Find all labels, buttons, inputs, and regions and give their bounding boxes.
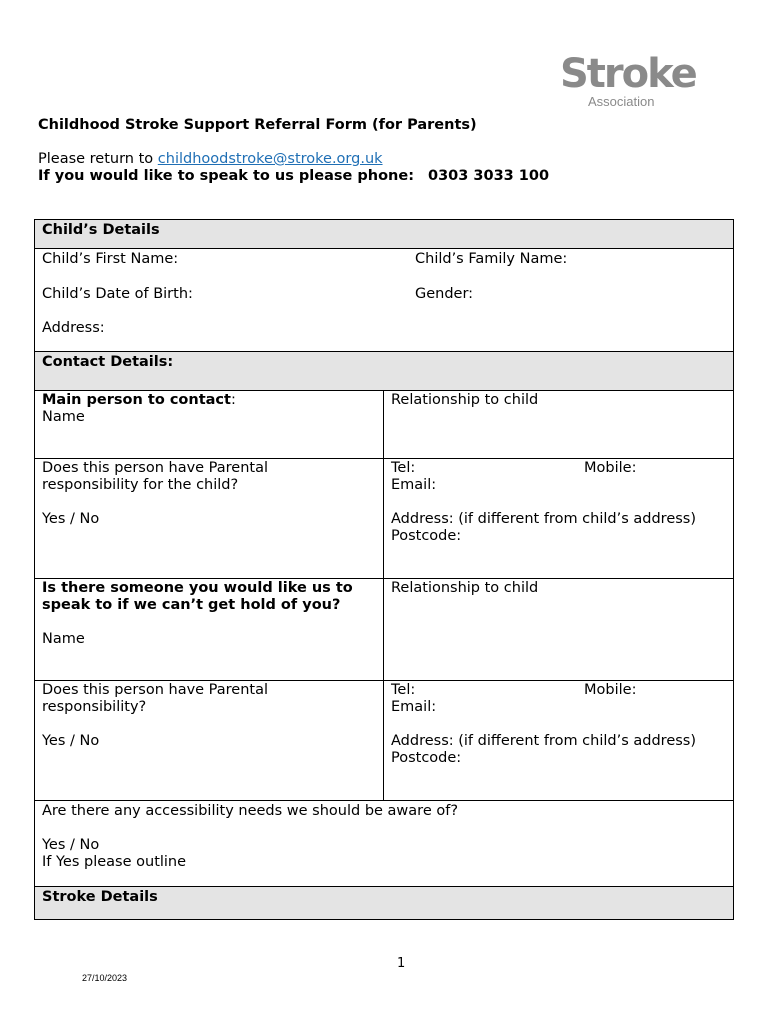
stroke-association-logo <box>560 52 720 112</box>
dob-field[interactable]: Child’s Date of Birth: <box>42 286 193 302</box>
parental-responsibility-row-2 <box>35 680 733 800</box>
relationship-label: Relationship to child <box>391 580 539 596</box>
return-prefix: Please return to <box>38 151 158 167</box>
childs-details-header-row <box>35 220 733 248</box>
postcode-label: Postcode: <box>391 750 462 766</box>
main-person-relationship-cell[interactable] <box>384 391 733 458</box>
alternate-relationship-cell[interactable] <box>384 579 733 680</box>
contact-details-header-row <box>35 351 733 390</box>
form-title: Childhood Stroke Support Referral Form (for Parents) <box>38 117 477 133</box>
page-number: 1 <box>397 956 406 971</box>
family-name-field[interactable]: Child’s Family Name: <box>415 251 568 267</box>
alternate-name-label: Name <box>42 631 85 647</box>
referral-form-table <box>34 219 734 920</box>
phone-label: If you would like to speak to us please phone: <box>38 168 414 184</box>
address-diff-label: Address: (if different from child’s address) <box>391 511 697 527</box>
main-person-label: Main person to contact <box>42 392 231 408</box>
main-person-row <box>35 390 733 458</box>
contact-info-cell-2[interactable] <box>384 681 733 800</box>
logo-subtitle: Association <box>588 94 655 109</box>
accessibility-row <box>35 800 733 886</box>
childs-details-row <box>35 248 733 351</box>
main-person-name-label: Name <box>42 409 85 425</box>
main-person-cell[interactable]: Main person to contact: Name <box>35 391 384 458</box>
mobile-label: Mobile: <box>584 460 637 476</box>
stroke-details-heading: Stroke Details <box>42 889 158 905</box>
parental-responsibility-cell-1[interactable]: Does this person have Parental responsibility for the child? Yes / No <box>35 459 384 578</box>
email-label: Email: <box>391 699 437 715</box>
yes-no-option[interactable]: Yes / No <box>42 733 100 749</box>
address-diff-label: Address: (if different from child’s address) <box>391 733 697 749</box>
email-link[interactable]: childhoodstroke@stroke.org.uk <box>157 151 383 167</box>
return-instructions <box>38 151 383 168</box>
relationship-label: Relationship to child <box>391 392 539 408</box>
postcode-label: Postcode: <box>391 528 462 544</box>
tel-label: Tel: <box>391 460 416 476</box>
childs-details-heading: Child’s Details <box>42 222 160 238</box>
parental-responsibility-row-1 <box>35 458 733 578</box>
phone-line <box>38 168 549 185</box>
contact-info-cell-1[interactable] <box>384 459 733 578</box>
alternate-contact-row <box>35 578 733 680</box>
accessibility-yes-no[interactable]: Yes / No <box>42 837 100 853</box>
accessibility-question: Are there any accessibility needs we should be aware of? <box>42 803 459 819</box>
alternate-contact-cell[interactable]: Is there someone you would like us to speak to if we can’t get hold of you? Name <box>35 579 384 680</box>
stroke-details-header-row <box>35 886 733 919</box>
contact-details-heading: Contact Details: <box>42 354 174 370</box>
logo-wordmark: Stroke <box>560 51 696 97</box>
address-field[interactable]: Address: <box>42 320 105 336</box>
mobile-label: Mobile: <box>584 682 637 698</box>
tel-label: Tel: <box>391 682 416 698</box>
footer-date: 27/10/2023 <box>82 973 128 983</box>
yes-no-option[interactable]: Yes / No <box>42 511 100 527</box>
accessibility-outline[interactable]: If Yes please outline <box>42 854 187 870</box>
phone-number: 0303 3033 100 <box>428 168 550 184</box>
first-name-field[interactable]: Child’s First Name: <box>42 251 179 267</box>
parental-responsibility-cell-2[interactable]: Does this person have Parental responsibility? Yes / No <box>35 681 384 800</box>
gender-field[interactable]: Gender: <box>415 286 474 302</box>
email-label: Email: <box>391 477 437 493</box>
